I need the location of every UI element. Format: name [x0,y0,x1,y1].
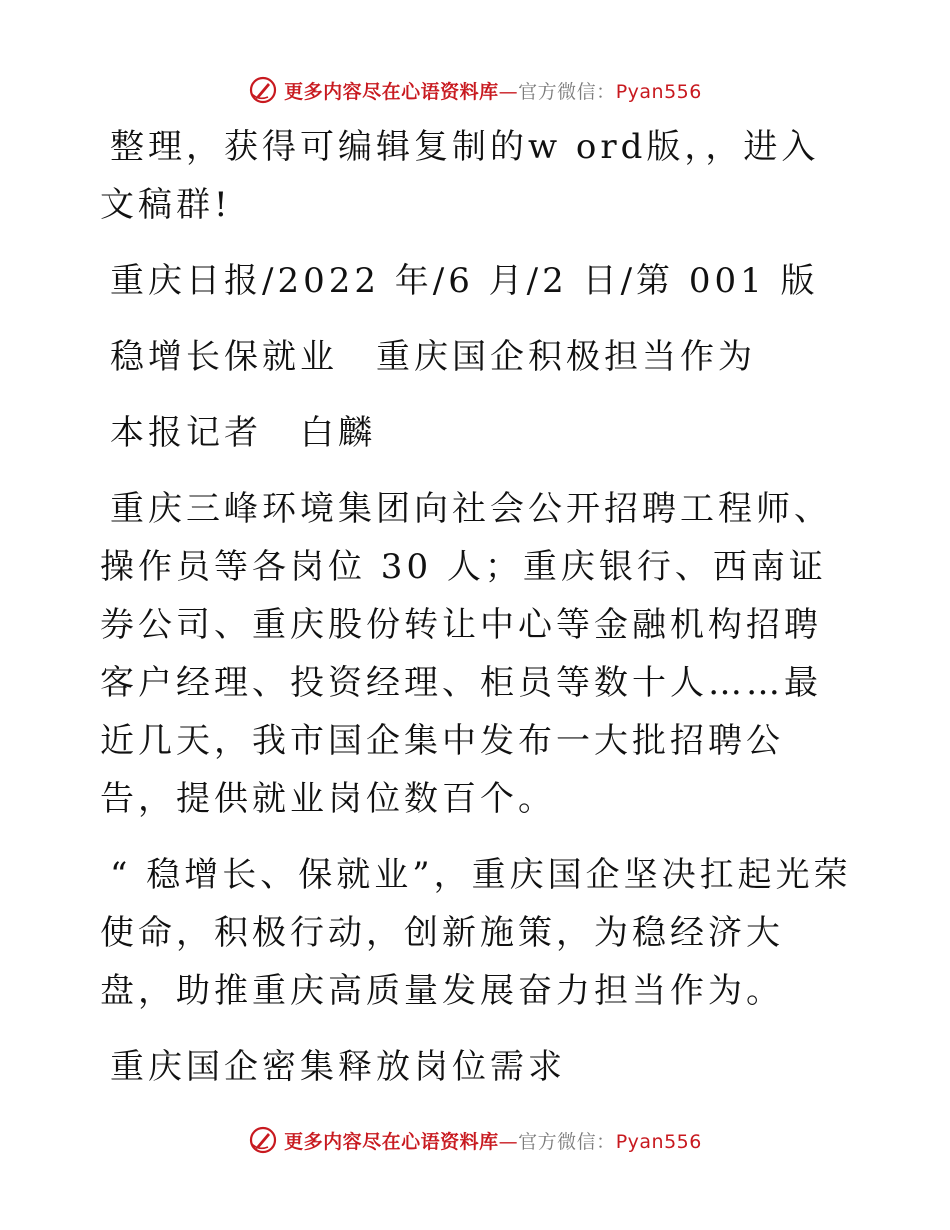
paragraph-body-1: 重庆三峰环境集团向社会公开招聘工程师、操作员等各岗位 30 人；重庆银行、西南证券公司、重庆股份转让中心等金融机构招聘客户经理、投资经理、柜员等数十人……最近几天，我市国企集中发布一大批招聘公告，提供就业岗位数百个。 [100,489,832,819]
footer-banner-label: 官方微信： [518,1130,616,1153]
article-headline: 稳增长保就业 重庆国企积极担当作为 [110,337,756,377]
paragraph-source-line: 重庆日报/2022 年/6 月/2 日/第 001 版 [110,261,819,301]
quill-pen-icon [248,1125,278,1155]
footer-banner [0,1120,950,1160]
quill-pen-icon [248,75,278,105]
paragraph-intro-note: 整理，获得可编辑复制的w ord版，，进入文稿群! [100,127,820,225]
header-banner-main: 更多内容尽在心语资料库 [284,80,499,103]
header-banner [0,70,950,110]
section-heading: 重庆国企密集释放岗位需求 [110,1047,566,1087]
header-banner-wechat-id: Pyan556 [615,80,702,103]
footer-banner-main: 更多内容尽在心语资料库 [284,1130,499,1153]
header-banner-text [284,77,702,104]
footer-banner-wechat-id: Pyan556 [615,1130,702,1153]
paragraph-body-2: “ 稳增长、保就业”，重庆国企坚决扛起光荣使命，积极行动，创新施策，为稳经济大盘，助推重庆高质量发展奋力担当作为。 [100,855,852,1011]
footer-banner-dash: — [498,1130,519,1153]
header-banner-label: 官方微信： [518,80,616,103]
header-banner-dash: — [498,80,519,103]
footer-banner-text [284,1127,702,1154]
document-body [100,118,855,1114]
article-byline: 本报记者 白麟 [110,413,376,453]
